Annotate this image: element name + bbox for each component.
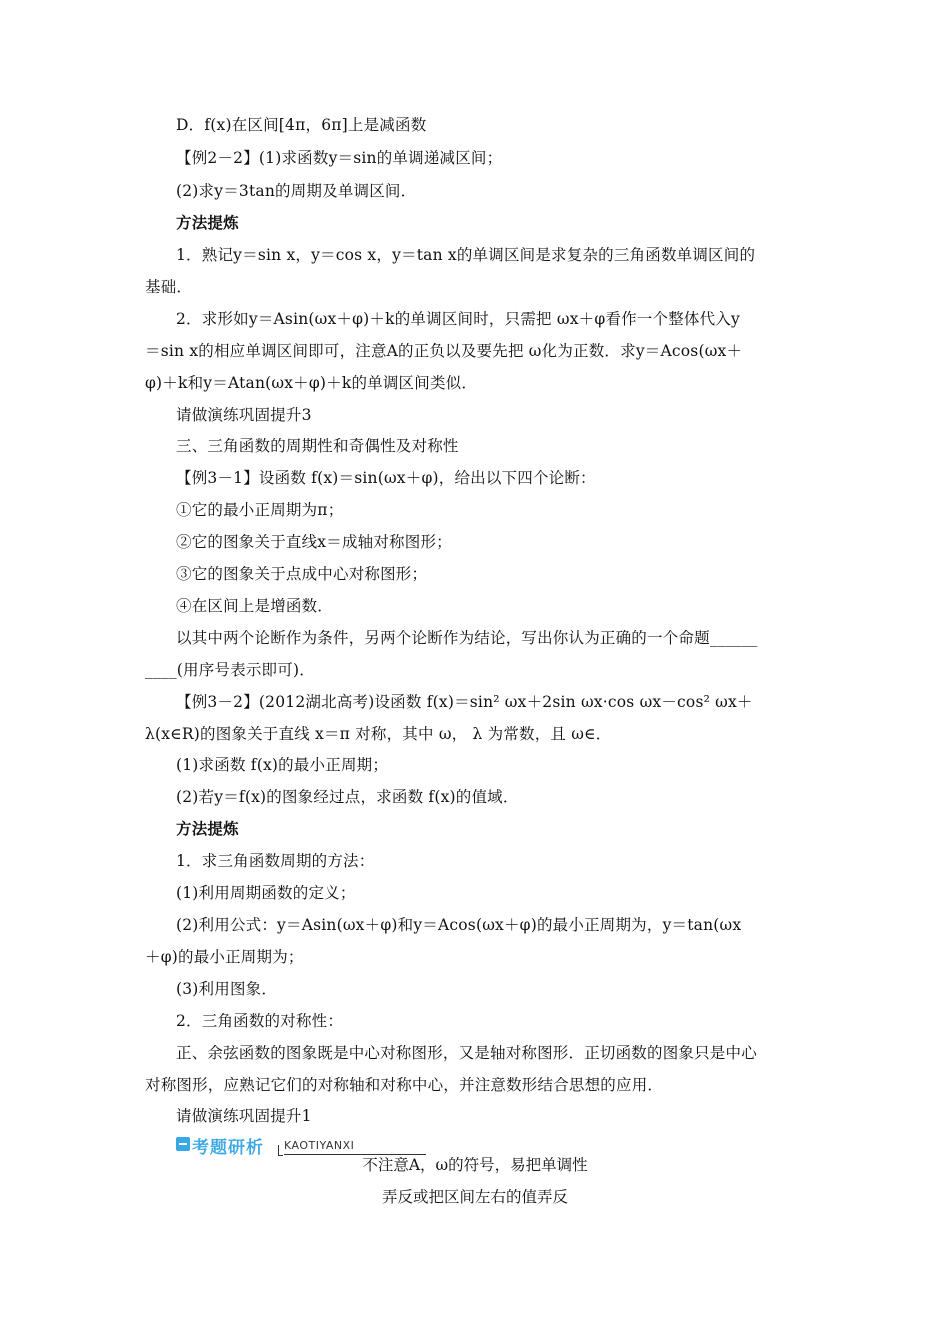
paragraph-line: ＋φ)的最小正周期为； (145, 948, 304, 966)
paragraph-line: 2．三角函数的对称性： (176, 1012, 344, 1030)
method-heading: 方法提炼 (176, 819, 239, 838)
method-heading: 方法提炼 (176, 213, 239, 232)
example-3-1: 【例3－1】设函数 f(x)＝sin(ωx＋φ)，给出以下四个论断： (176, 469, 596, 487)
paragraph-line: (3)利用图象． (176, 980, 278, 998)
question-2: (2)若y＝f(x)的图象经过点，求函数 f(x)的值域． (176, 788, 519, 806)
paragraph-line: 正、余弦函数的图象既是中心对称图形，又是轴对称图形．正切函数的图象只是中心 (176, 1044, 757, 1062)
paragraph-line: λ(x∈R)的图象关于直线 x＝π 对称，其中 ω， λ 为常数，且 ω∈． (145, 725, 612, 743)
practice-ref: 请做演练巩固提升1 (176, 1107, 312, 1125)
footer-note: 不注意A，ω的符号，易把单调性 (362, 1156, 588, 1174)
paragraph-line: ____(用序号表示即可)． (145, 661, 315, 679)
paragraph-line: 以其中两个论断作为条件，另两个论断作为结论，写出你认为正确的一个命题______ (176, 629, 758, 647)
section-heading: 三、三角函数的周期性和奇偶性及对称性 (176, 437, 459, 455)
footer-note: 弄反或把区间左右的值弄反 (381, 1188, 568, 1206)
banner-title: 考题研析 (192, 1138, 264, 1158)
paragraph-line: 基础． (145, 278, 193, 296)
claim-2: ②它的图象关于直线x＝成轴对称图形； (176, 533, 452, 551)
example-2-2: 【例2－2】(1)求函数y＝sin的单调递减区间； (176, 149, 503, 167)
example-2-2-part2: (2)求y＝3tan的周期及单调区间． (176, 182, 417, 200)
claim-1: ①它的最小正周期为π； (176, 501, 344, 519)
paragraph-line: ＝sin x的相应单调区间即可，注意A的正负以及要先把 ω化为正数．求y＝Acos(ωx＋ (145, 342, 743, 360)
paragraph-line: 对称图形，应熟记它们的对称轴和对称中心，并注意数形结合思想的应用． (145, 1076, 664, 1094)
claim-3: ③它的图象关于点成中心对称图形； (176, 565, 428, 583)
paragraph-line: 1．求三角函数周期的方法： (176, 852, 375, 870)
option-d: D．f(x)在区间[4π，6π]上是减函数 (176, 116, 427, 134)
example-3-2: 【例3－2】(2012湖北高考)设函数 f(x)＝sin² ωx＋2sin ωx·cos ωx－cos² ωx＋ (176, 693, 753, 711)
paragraph-line: 2．求形如y＝Asin(ωx＋φ)＋k的单调区间时，只需把 ωx＋φ看作一个整体代入y (176, 310, 740, 328)
practice-ref: 请做演练巩固提升3 (176, 406, 312, 424)
claim-4: ④在区间上是增函数． (176, 597, 334, 615)
arrow-icon (176, 1137, 190, 1151)
paragraph-line: φ)＋k和y＝Atan(ωx＋φ)＋k的单调区间类似． (145, 374, 478, 392)
banner-subtitle: KAOTIYANXI (284, 1139, 355, 1152)
paragraph-line: (2)利用公式：y＝Asin(ωx＋φ)和y＝Acos(ωx＋φ)的最小正周期为，y＝tan(ωx (176, 916, 742, 934)
paragraph-line: 1．熟记y＝sin x，y＝cos x，y＝tan x的单调区间是求复杂的三角函数单调区间的 (176, 246, 756, 264)
question-1: (1)求函数 f(x)的最小正周期； (176, 756, 389, 774)
paragraph-line: (1)利用周期函数的定义； (176, 884, 356, 902)
